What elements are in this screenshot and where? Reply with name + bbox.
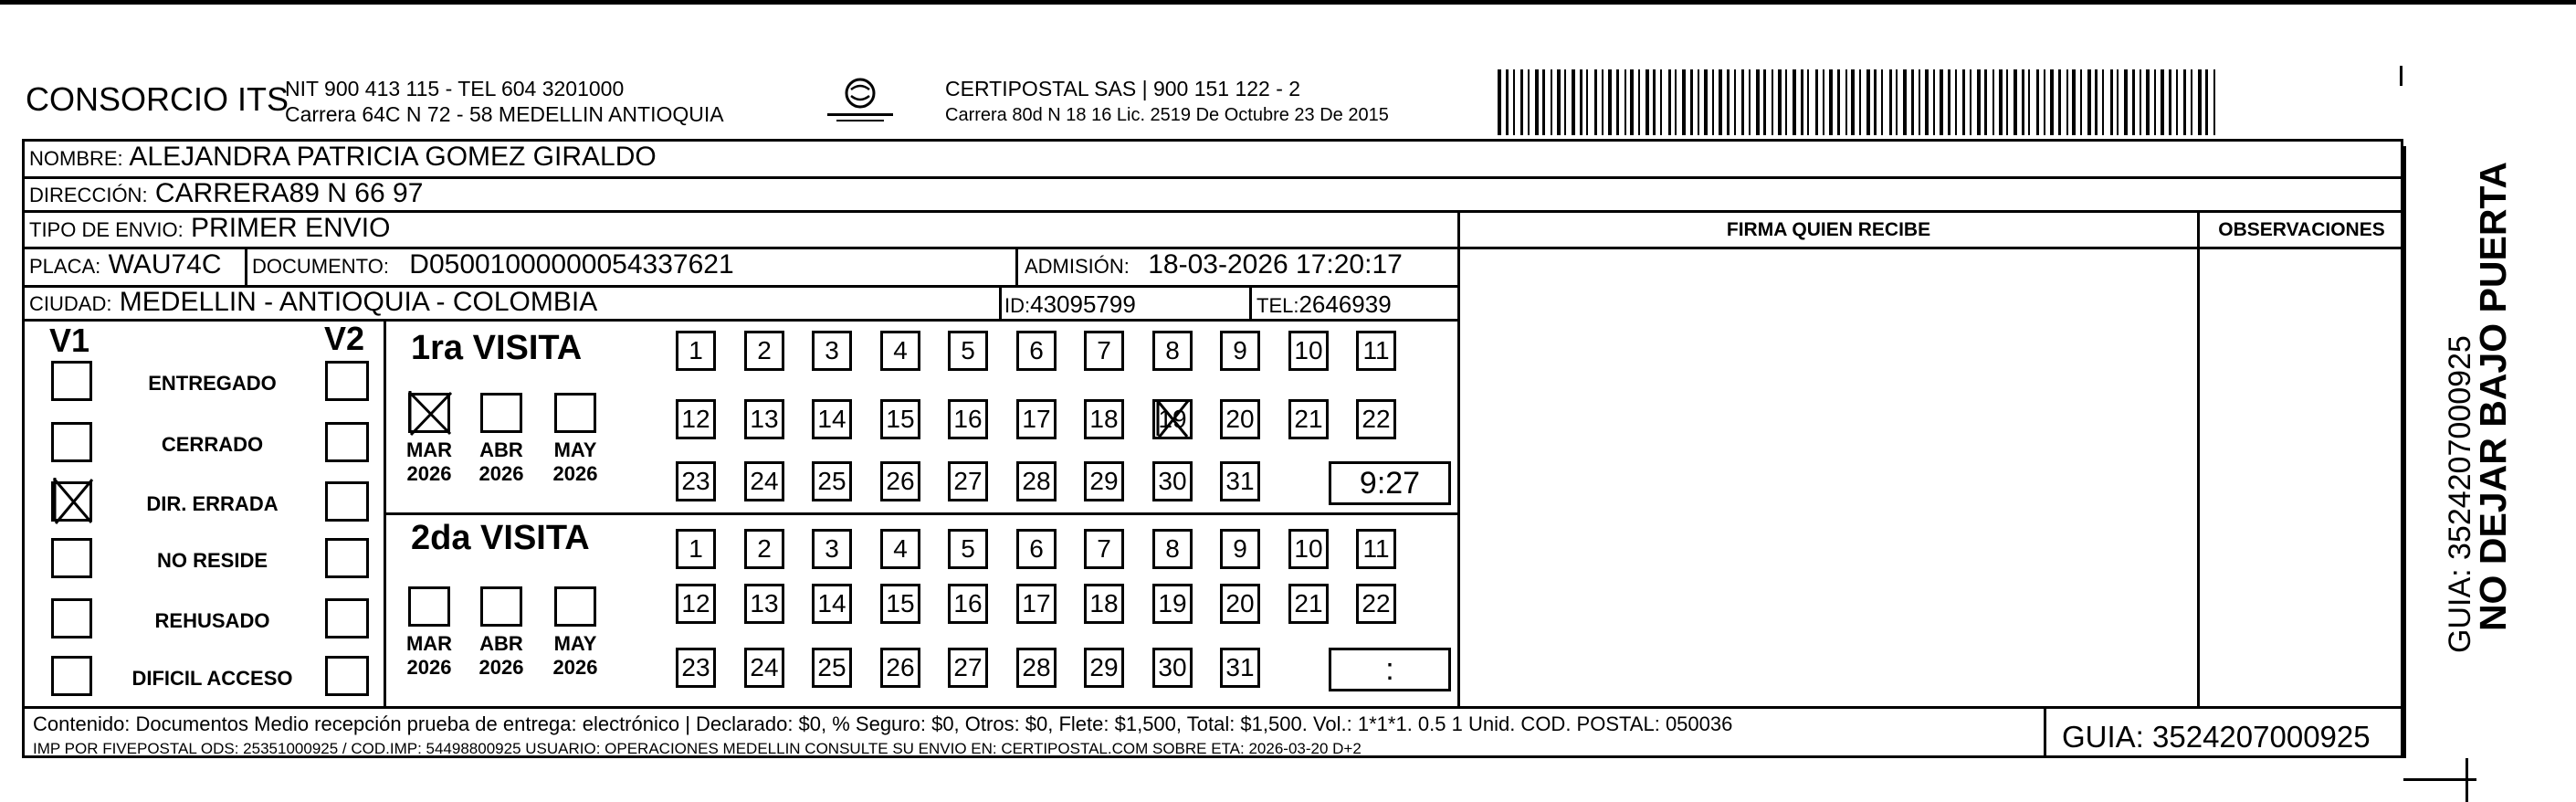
day-box[interactable]: 17 bbox=[1016, 399, 1057, 439]
firma-header: FIRMA QUIEN RECIBE bbox=[1726, 219, 1931, 240]
time-box[interactable]: 9:27 bbox=[1329, 461, 1451, 505]
barcode-bar bbox=[1506, 69, 1509, 135]
admision-row bbox=[1025, 250, 1403, 281]
barcode-bar bbox=[1866, 69, 1870, 135]
status-label: DIR. ERRADA bbox=[146, 492, 279, 515]
tel-row bbox=[1256, 290, 1392, 321]
tick-mark bbox=[2400, 66, 2403, 86]
day-box[interactable]: 7 bbox=[1084, 529, 1124, 569]
barcode-bar bbox=[1962, 69, 1965, 135]
col-line bbox=[245, 247, 247, 285]
id-row bbox=[1004, 290, 1136, 321]
barcode-bar bbox=[1586, 69, 1588, 135]
day-box[interactable]: 19 bbox=[1152, 399, 1193, 439]
barcode-bar bbox=[1698, 69, 1699, 135]
status-v1-checkbox[interactable] bbox=[51, 481, 92, 522]
certipostal-logo-icon bbox=[824, 73, 897, 126]
day-box[interactable]: 29 bbox=[1084, 461, 1124, 501]
status-v1-checkbox[interactable] bbox=[51, 656, 92, 696]
barcode-bar bbox=[2087, 69, 2091, 135]
month-label: MAY bbox=[553, 438, 597, 461]
day-box[interactable]: 21 bbox=[1288, 584, 1329, 624]
month-label: MAR bbox=[405, 632, 453, 655]
day-box[interactable]: 25 bbox=[812, 648, 852, 688]
barcode-bar bbox=[2058, 69, 2061, 135]
barcode-bar bbox=[1793, 69, 1796, 135]
visit1-title: 1ra VISITA bbox=[411, 329, 583, 367]
observaciones-area[interactable] bbox=[2200, 249, 2403, 706]
direccion-label: DIRECCIÓN: bbox=[29, 184, 148, 206]
day-box[interactable]: 6 bbox=[1016, 529, 1057, 569]
day-box[interactable]: 26 bbox=[880, 648, 920, 688]
barcode-bar bbox=[2169, 69, 2171, 135]
day-box[interactable]: 21 bbox=[1288, 399, 1329, 439]
day-box[interactable]: 22 bbox=[1356, 399, 1396, 439]
ciudad-label: CIUDAD: bbox=[29, 292, 112, 315]
barcode-bar bbox=[1785, 69, 1787, 135]
barcode-bar bbox=[1984, 69, 1987, 135]
barcode-bar bbox=[1889, 69, 1892, 135]
day-box[interactable]: 10 bbox=[1288, 331, 1329, 371]
day-box[interactable]: 8 bbox=[1152, 529, 1193, 569]
barcode-bar bbox=[1528, 69, 1530, 135]
status-v2-checkbox[interactable] bbox=[325, 481, 369, 522]
barcode-bar bbox=[1903, 69, 1907, 135]
barcode-bar bbox=[1801, 69, 1803, 135]
day-box[interactable]: 16 bbox=[948, 584, 988, 624]
barcode-bar bbox=[1823, 69, 1824, 135]
nombre-label: NOMBRE: bbox=[29, 147, 123, 170]
barcode-bar bbox=[1851, 69, 1855, 135]
day-box[interactable]: 16 bbox=[948, 399, 988, 439]
barcode-bar bbox=[2213, 69, 2215, 135]
status-v1-checkbox[interactable] bbox=[51, 598, 92, 638]
barcode-bar bbox=[1734, 69, 1736, 135]
barcode-bar bbox=[2140, 69, 2141, 135]
day-box[interactable]: 2 bbox=[744, 331, 784, 371]
barcode-bar bbox=[1557, 69, 1561, 135]
company-address: Carrera 64C N 72 - 58 MEDELLIN ANTIOQUIA bbox=[285, 102, 724, 126]
barcode-bar bbox=[1778, 69, 1782, 135]
ciudad-row bbox=[29, 288, 597, 319]
day-box[interactable]: 4 bbox=[880, 529, 920, 569]
barcode-bar bbox=[1911, 69, 1914, 135]
day-box[interactable]: 3 bbox=[812, 529, 852, 569]
status-v1-checkbox[interactable] bbox=[51, 422, 92, 462]
barcode-bar bbox=[1749, 69, 1751, 135]
barcode-bar bbox=[2176, 69, 2178, 135]
barcode-bar bbox=[2050, 69, 2054, 135]
day-box[interactable]: 9 bbox=[1220, 331, 1260, 371]
day-box[interactable]: 3 bbox=[812, 331, 852, 371]
barcode-bar bbox=[1551, 69, 1552, 135]
barcode-bar bbox=[1564, 69, 1566, 135]
barcode-bar bbox=[1925, 69, 1929, 135]
tipo-label: TIPO DE ENVIO: bbox=[29, 218, 184, 241]
side-text bbox=[2411, 142, 2575, 690]
admision-label: ADMISIÓN: bbox=[1025, 255, 1130, 278]
barcode-bar bbox=[1704, 69, 1708, 135]
firma-area[interactable] bbox=[1460, 249, 2197, 706]
barcode-bar bbox=[1690, 69, 1693, 135]
barcode-bar bbox=[1896, 69, 1898, 135]
day-box[interactable]: 20 bbox=[1220, 399, 1260, 439]
barcode-bar bbox=[2028, 69, 2030, 135]
time-box[interactable]: : bbox=[1329, 648, 1451, 691]
day-box[interactable]: 9 bbox=[1220, 529, 1260, 569]
day-box[interactable]: 24 bbox=[744, 648, 784, 688]
day-box[interactable]: 23 bbox=[676, 461, 716, 501]
day-box[interactable]: 18 bbox=[1084, 584, 1124, 624]
barcode-bar bbox=[1645, 69, 1649, 135]
col-line bbox=[999, 285, 1002, 319]
barcode-bar bbox=[1727, 69, 1730, 135]
barcode-bar bbox=[1712, 69, 1714, 135]
year-label: 2026 bbox=[478, 656, 524, 679]
day-box[interactable]: 12 bbox=[676, 584, 716, 624]
barcode-bar bbox=[2161, 69, 2164, 135]
barcode-bar bbox=[1535, 69, 1539, 135]
status-label: NO RESIDE bbox=[156, 549, 268, 572]
barcode-bar bbox=[1602, 69, 1603, 135]
frame-right-edge bbox=[2403, 146, 2406, 758]
col-line bbox=[1015, 247, 1018, 285]
barcode-bar bbox=[1520, 69, 1523, 135]
v2-label: V2 bbox=[324, 320, 365, 357]
col-line bbox=[1249, 285, 1252, 319]
carrier-license: Carrera 80d N 18 16 Lic. 2519 De Octubre 23 De 2015 bbox=[945, 105, 1389, 125]
barcode-bar bbox=[2066, 69, 2068, 135]
barcode-bar bbox=[1948, 69, 1950, 135]
status-v2-checkbox[interactable] bbox=[325, 598, 369, 638]
day-box[interactable]: 5 bbox=[948, 331, 988, 371]
day-box[interactable]: 31 bbox=[1220, 648, 1260, 688]
barcode-bar bbox=[1572, 69, 1575, 135]
day-box[interactable]: 27 bbox=[948, 461, 988, 501]
placa-value: WAU74C bbox=[108, 249, 222, 280]
direccion-row bbox=[29, 179, 423, 210]
barcode-bar bbox=[1719, 69, 1722, 135]
barcode-bar bbox=[1675, 69, 1677, 135]
barcode-bar bbox=[1845, 69, 1847, 135]
barcode-bar bbox=[2183, 69, 2186, 135]
barcode-bar bbox=[1624, 69, 1626, 135]
top-border bbox=[0, 0, 2576, 5]
tipo-row bbox=[29, 214, 390, 245]
status-v1-checkbox[interactable] bbox=[51, 361, 92, 401]
barcode-bar bbox=[1874, 69, 1877, 135]
placa-label: PLACA: bbox=[29, 255, 101, 278]
day-box[interactable]: 10 bbox=[1288, 529, 1329, 569]
footer-line1: Contenido: Documentos Medio recepción prueba de entrega: electrónico | Declarado: $0, % Seguro: $0, Otros: $0, Flete: $1,500, Total: $1,500. Vol.: 1*1*1. 0.5 1 Unid. COD. POSTAL: 050036 bbox=[33, 712, 1733, 735]
barcode-bar bbox=[2198, 69, 2202, 135]
day-box[interactable]: 15 bbox=[880, 399, 920, 439]
day-box[interactable]: 1 bbox=[676, 529, 716, 569]
status-v2-checkbox[interactable] bbox=[325, 361, 369, 401]
v1-label: V1 bbox=[49, 322, 90, 359]
day-box[interactable]: 13 bbox=[744, 584, 784, 624]
barcode-bar bbox=[1940, 69, 1943, 135]
ciudad-value: MEDELLIN - ANTIOQUIA - COLOMBIA bbox=[119, 287, 598, 317]
barcode-bar bbox=[1977, 69, 1981, 135]
day-box[interactable]: 23 bbox=[676, 648, 716, 688]
status-v1-checkbox[interactable] bbox=[51, 538, 92, 578]
barcode-bar bbox=[1837, 69, 1840, 135]
day-box[interactable]: 15 bbox=[880, 584, 920, 624]
day-box[interactable]: 30 bbox=[1152, 648, 1193, 688]
footer-guia: GUIA: 3524207000925 bbox=[2062, 720, 2371, 754]
company-name: CONSORCIO ITS bbox=[26, 80, 289, 118]
month-label: MAR bbox=[405, 438, 453, 461]
day-box[interactable]: 5 bbox=[948, 529, 988, 569]
admision-value: 18-03-2026 17:20:17 bbox=[1148, 249, 1403, 280]
day-box[interactable]: 24 bbox=[744, 461, 784, 501]
day-box[interactable]: 17 bbox=[1016, 584, 1057, 624]
year-label: 2026 bbox=[552, 656, 598, 679]
barcode-bar bbox=[2080, 69, 2082, 135]
year-label: 2026 bbox=[406, 656, 452, 679]
nombre-row bbox=[29, 142, 657, 174]
visit2-title: 2da VISITA bbox=[411, 519, 590, 557]
status-label: CERRADO bbox=[161, 433, 264, 456]
barcode-bar bbox=[1608, 69, 1612, 135]
barcode-bar bbox=[1630, 69, 1634, 135]
company-nit: NIT 900 413 115 - TEL 604 3201000 bbox=[285, 77, 625, 100]
documento-value: D05001000000054337621 bbox=[409, 249, 734, 280]
barcode-bar bbox=[1668, 69, 1671, 135]
tel-label: TEL: bbox=[1256, 294, 1299, 317]
barcode-bar bbox=[1772, 69, 1773, 135]
barcode-bar bbox=[1815, 69, 1818, 135]
day-box[interactable]: 11 bbox=[1356, 331, 1396, 371]
footer-line2: IMP POR FIVEPOSTAL ODS: 25351000925 / COD.IMP: 54498800925 USUARIO: OPERACIONES MEDELLIN CONSULTE SU ENVIO EN: CERTIPOSTAL.COM SOBRE ETA: 2026-03-20 D+2 bbox=[33, 740, 1362, 757]
barcode-bar bbox=[1881, 69, 1883, 135]
day-box[interactable]: 28 bbox=[1016, 648, 1057, 688]
nombre-value: ALEJANDRA PATRICIA GOMEZ GIRALDO bbox=[129, 142, 657, 172]
barcode-bar bbox=[2072, 69, 2076, 135]
barcode-bar bbox=[1859, 69, 1861, 135]
col-line bbox=[2044, 706, 2046, 758]
placa-row bbox=[29, 250, 222, 281]
row-line bbox=[384, 512, 1457, 515]
month-label: MAY bbox=[553, 632, 597, 655]
documento-row bbox=[252, 250, 734, 281]
barcode-icon bbox=[1498, 69, 2228, 135]
barcode-bar bbox=[1682, 69, 1686, 135]
tipo-value: PRIMER ENVIO bbox=[191, 213, 391, 243]
status-label: REHUSADO bbox=[154, 609, 270, 632]
barcode-bar bbox=[1933, 69, 1935, 135]
barcode-bar bbox=[1955, 69, 1957, 135]
id-label: ID: bbox=[1004, 294, 1031, 317]
barcode-bar bbox=[2013, 69, 2017, 135]
day-box[interactable]: 31 bbox=[1220, 461, 1260, 501]
day-box[interactable]: 6 bbox=[1016, 331, 1057, 371]
status-label: DIFICIL ACCESO bbox=[131, 667, 293, 690]
barcode-bar bbox=[1741, 69, 1744, 135]
barcode-bar bbox=[1763, 69, 1766, 135]
day-box[interactable]: 7 bbox=[1084, 331, 1124, 371]
month-checkbox[interactable] bbox=[554, 586, 596, 627]
status-v2-checkbox[interactable] bbox=[325, 422, 369, 462]
day-box[interactable]: 2 bbox=[744, 529, 784, 569]
month-checkbox[interactable] bbox=[408, 586, 450, 627]
barcode-bar bbox=[1756, 69, 1760, 135]
day-box[interactable]: 12 bbox=[676, 399, 716, 439]
month-checkbox[interactable] bbox=[480, 586, 522, 627]
month-checkbox[interactable] bbox=[554, 393, 596, 433]
year-label: 2026 bbox=[552, 462, 598, 485]
barcode-bar bbox=[1653, 69, 1656, 135]
barcode-bar bbox=[2006, 69, 2008, 135]
status-v2-checkbox[interactable] bbox=[325, 538, 369, 578]
barcode-bar bbox=[1992, 69, 1994, 135]
barcode-bar bbox=[1999, 69, 2003, 135]
barcode-bar bbox=[1807, 69, 1809, 135]
barcode-bar bbox=[2095, 69, 2098, 135]
status-v2-checkbox[interactable] bbox=[325, 656, 369, 696]
day-box[interactable]: 26 bbox=[880, 461, 920, 501]
barcode-bar bbox=[2154, 69, 2156, 135]
day-box[interactable]: 29 bbox=[1084, 648, 1124, 688]
barcode-bar bbox=[1660, 69, 1662, 135]
barcode-bar bbox=[2117, 69, 2119, 135]
barcode-bar bbox=[2110, 69, 2113, 135]
side-warning: NO DEJAR BAJO PUERTA bbox=[2472, 161, 2514, 632]
barcode-bar bbox=[1616, 69, 1619, 135]
barcode-bar bbox=[2102, 69, 2104, 135]
barcode-bar bbox=[1594, 69, 1597, 135]
id-value: 43095799 bbox=[1030, 290, 1136, 318]
barcode-bar bbox=[1513, 69, 1515, 135]
month-label: ABR bbox=[479, 438, 523, 461]
barcode-bar bbox=[1580, 69, 1582, 135]
day-box[interactable]: 11 bbox=[1356, 529, 1396, 569]
barcode-bar bbox=[1919, 69, 1920, 135]
row-line bbox=[22, 319, 1457, 322]
month-checkbox[interactable] bbox=[480, 393, 522, 433]
day-box[interactable]: 28 bbox=[1016, 461, 1057, 501]
day-box[interactable]: 20 bbox=[1220, 584, 1260, 624]
direccion-value: CARRERA89 N 66 97 bbox=[154, 178, 424, 208]
observaciones-header: OBSERVACIONES bbox=[2218, 219, 2385, 240]
day-box[interactable]: 22 bbox=[1356, 584, 1396, 624]
barcode-bar bbox=[2191, 69, 2192, 135]
barcode-bar bbox=[1970, 69, 1971, 135]
day-box[interactable]: 4 bbox=[880, 331, 920, 371]
barcode-bar bbox=[2022, 69, 2024, 135]
day-box[interactable]: 27 bbox=[948, 648, 988, 688]
barcode-bar bbox=[2132, 69, 2135, 135]
day-box[interactable]: 14 bbox=[812, 584, 852, 624]
tel-value: 2646939 bbox=[1299, 290, 1392, 318]
day-box[interactable]: 1 bbox=[676, 331, 716, 371]
documento-label: DOCUMENTO: bbox=[252, 255, 389, 278]
year-label: 2026 bbox=[478, 462, 524, 485]
barcode-bar bbox=[2044, 69, 2045, 135]
barcode-bar bbox=[2146, 69, 2150, 135]
barcode-bar bbox=[1498, 69, 1501, 135]
corner-mark bbox=[2466, 758, 2468, 802]
day-box[interactable]: 14 bbox=[812, 399, 852, 439]
side-guia: GUIA: 3524207000925 bbox=[2443, 335, 2477, 653]
barcode-bar bbox=[2205, 69, 2208, 135]
month-label: ABR bbox=[479, 632, 523, 655]
day-box[interactable]: 19 bbox=[1152, 584, 1193, 624]
day-box[interactable]: 18 bbox=[1084, 399, 1124, 439]
status-label: ENTREGADO bbox=[148, 372, 277, 395]
month-checkbox[interactable] bbox=[408, 393, 450, 433]
barcode-bar bbox=[2124, 69, 2128, 135]
carrier-name: CERTIPOSTAL SAS | 900 151 122 - 2 bbox=[945, 77, 1301, 100]
day-box[interactable]: 13 bbox=[744, 399, 784, 439]
year-label: 2026 bbox=[406, 462, 452, 485]
barcode-bar bbox=[2036, 69, 2039, 135]
barcode-bar bbox=[1829, 69, 1833, 135]
barcode-bar bbox=[1542, 69, 1545, 135]
barcode-bar bbox=[1638, 69, 1640, 135]
day-box[interactable]: 8 bbox=[1152, 331, 1193, 371]
day-box[interactable]: 25 bbox=[812, 461, 852, 501]
day-box[interactable]: 30 bbox=[1152, 461, 1193, 501]
